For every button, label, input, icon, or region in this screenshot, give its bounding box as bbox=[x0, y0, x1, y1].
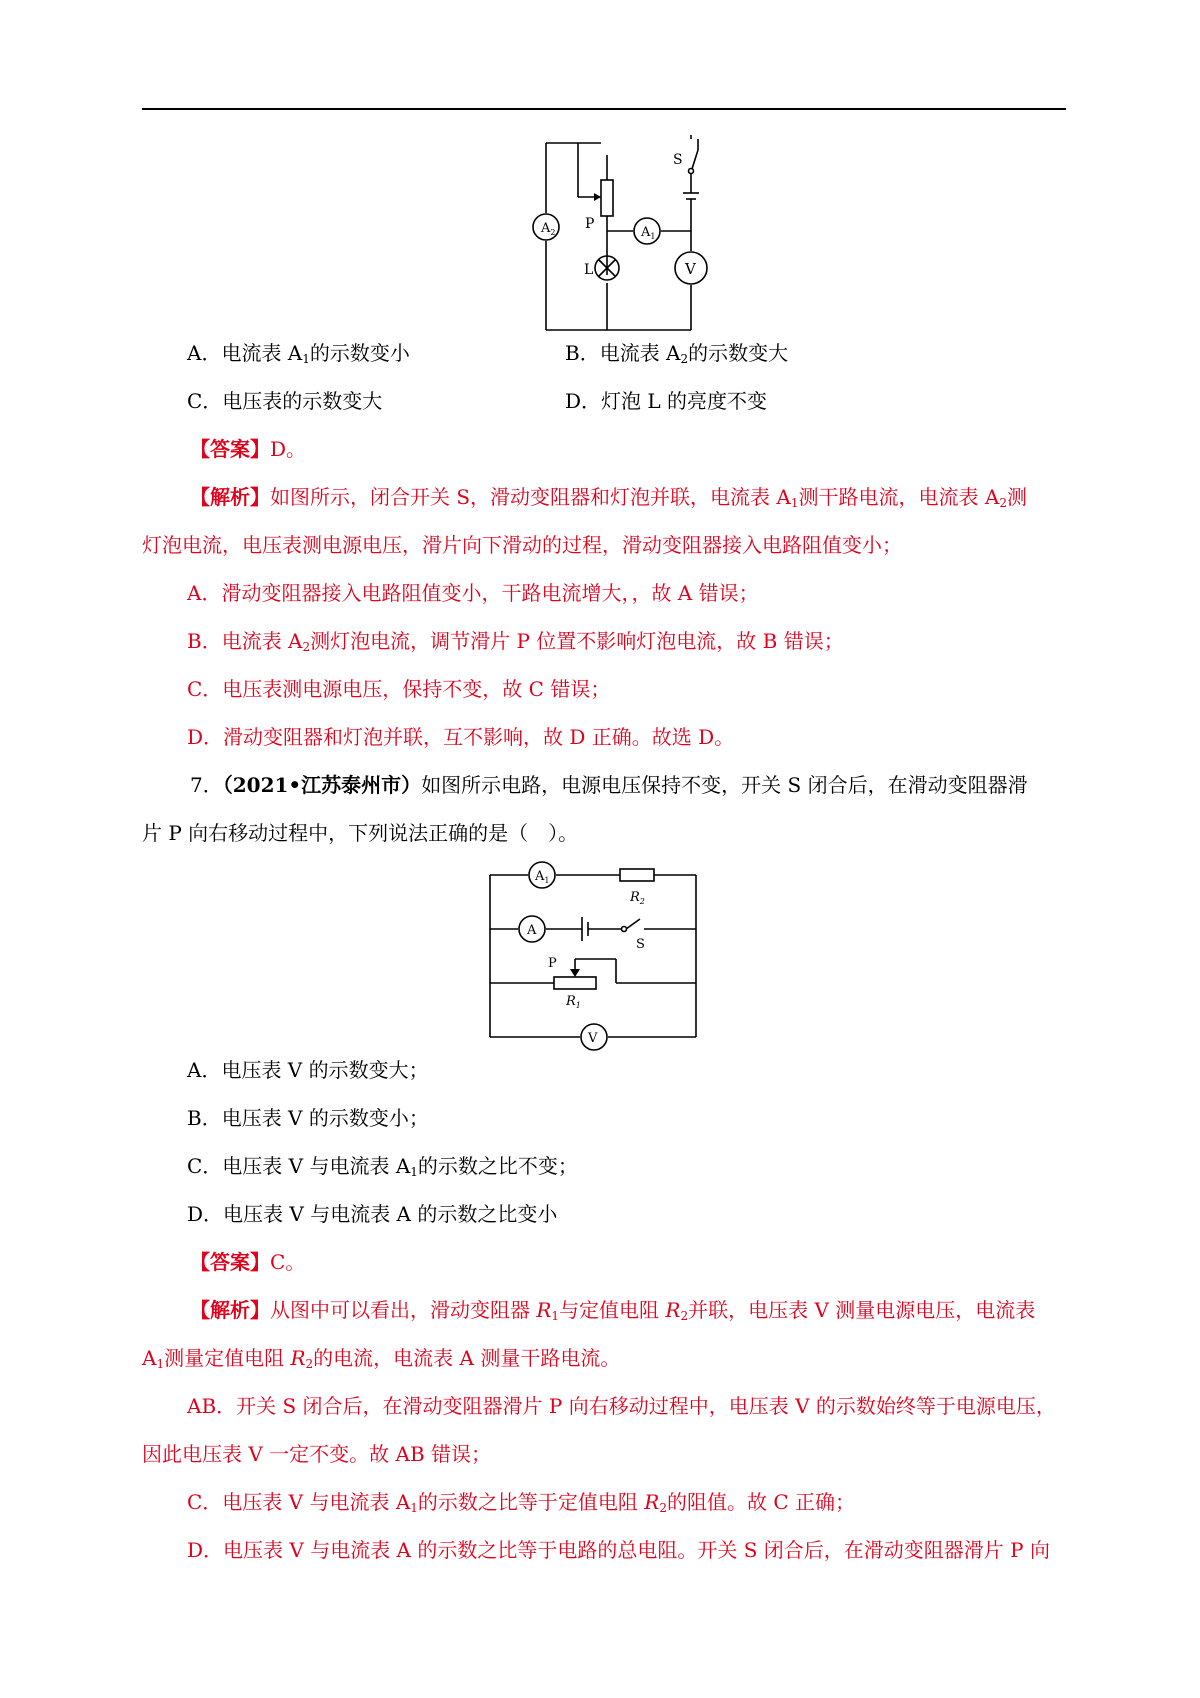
q7-option-d: D．电压表 V 与电流表 A 的示数之比变小 bbox=[187, 1202, 558, 1226]
voltmeter-label: V bbox=[588, 1031, 598, 1046]
q6-option-c: C．电压表的示数变大 bbox=[187, 389, 383, 413]
ammeter-a1-label: $A_1$ bbox=[535, 869, 550, 885]
ammeter-a-label: A bbox=[527, 923, 537, 938]
q7-option-a: A．电压表 V 的示数变大； bbox=[187, 1058, 429, 1082]
switch-s-label: S bbox=[636, 937, 645, 952]
q6-option-a: A．电流表 $A_1$的示数变小 bbox=[187, 341, 410, 366]
voltmeter-label: V bbox=[685, 260, 696, 278]
switch-s-label: S bbox=[673, 152, 683, 168]
q6-analysis-a: A．滑动变阻器接入电路阻值变小，干路电流增大，，故 A 错误； bbox=[187, 581, 759, 605]
q7-analysis-d: D．电压表 V 与电流表 A 的示数之比等于电路的总电阻。开关 S 闭合后，在滑动变阻器滑片 P 向 bbox=[187, 1538, 1050, 1562]
q6-analysis-c: C．电压表测电源电压，保持不变，故 C 错误； bbox=[187, 677, 611, 701]
ammeter-a1-label: $A_1$ bbox=[641, 225, 656, 241]
header-rule bbox=[142, 108, 1066, 110]
slider-p-label: P bbox=[585, 216, 595, 232]
q6-answer: 【答案】D。 bbox=[190, 437, 307, 461]
q7-option-c: C．电压表 V 与电流表 $A_1$的示数之比不变； bbox=[187, 1154, 578, 1179]
rheostat-r1-label: $R_1$ bbox=[566, 994, 581, 1010]
q6-analysis-b: B．电流表 $A_2$测灯泡电流，调节滑片 P 位置不影响灯泡电流，故 B 错误； bbox=[187, 629, 844, 654]
q7-answer: 【答案】C。 bbox=[190, 1250, 306, 1274]
q6-option-b: B．电流表 $A_2$的示数变大 bbox=[565, 341, 789, 366]
q6-option-d: D．灯泡 L 的亮度不变 bbox=[565, 389, 768, 413]
q7-analysis-line2: $A_1$测量定值电阻 $R_2$的电流，电流表 A 测量干路电流。 bbox=[142, 1346, 621, 1371]
q7-analysis-c: C．电压表 V 与电流表 $A_1$的示数之比等于定值电阻 $R_2$的阻值。故 C 正确； bbox=[187, 1490, 855, 1515]
q7-analysis-line1: 【解析】从图中可以看出，滑动变阻器 $R_1$与定值电阻 $R_2$并联，电压表 V 测量电源电压，电流表 bbox=[190, 1298, 1036, 1323]
resistor-r2-label: $R_2$ bbox=[630, 890, 645, 906]
circuit-diagram-q7 bbox=[480, 855, 710, 1055]
q7-stem-line1: 7．（2021•江苏泰州市）如图所示电路，电源电压保持不变，开关 S 闭合后，在滑动变阻器滑 bbox=[190, 773, 1028, 797]
lamp-l-label: L bbox=[584, 262, 594, 278]
q7-analysis-ab-line2: 因此电压表 V 一定不变。故 AB 错误； bbox=[142, 1442, 492, 1466]
slider-p-label: P bbox=[548, 956, 557, 971]
q7-stem-line2: 片 P 向右移动过程中，下列说法正确的是（ ）。 bbox=[142, 821, 579, 845]
q7-analysis-ab-line1: AB．开关 S 闭合后，在滑动变阻器滑片 P 向右移动过程中，电压表 V 的示数始终等于电源电压， bbox=[187, 1394, 1056, 1418]
q7-option-b: B．电压表 V 的示数变小； bbox=[187, 1106, 429, 1130]
circuit-diagram-q6-wires bbox=[525, 135, 725, 335]
q6-analysis-line1: 【解析】如图所示，闭合开关 S，滑动变阻器和灯泡并联，电流表 $A_1$测干路电流，电流表 $A_2$测 bbox=[190, 485, 1027, 510]
ammeter-a2-label: $A_2$ bbox=[541, 221, 556, 237]
q6-analysis-d: D．滑动变阻器和灯泡并联，互不影响，故 D 正确。故选 D。 bbox=[187, 725, 735, 749]
q6-analysis-line2: 灯泡电流，电压表测电源电压，滑片向下滑动的过程，滑动变阻器接入电路阻值变小； bbox=[142, 533, 902, 557]
